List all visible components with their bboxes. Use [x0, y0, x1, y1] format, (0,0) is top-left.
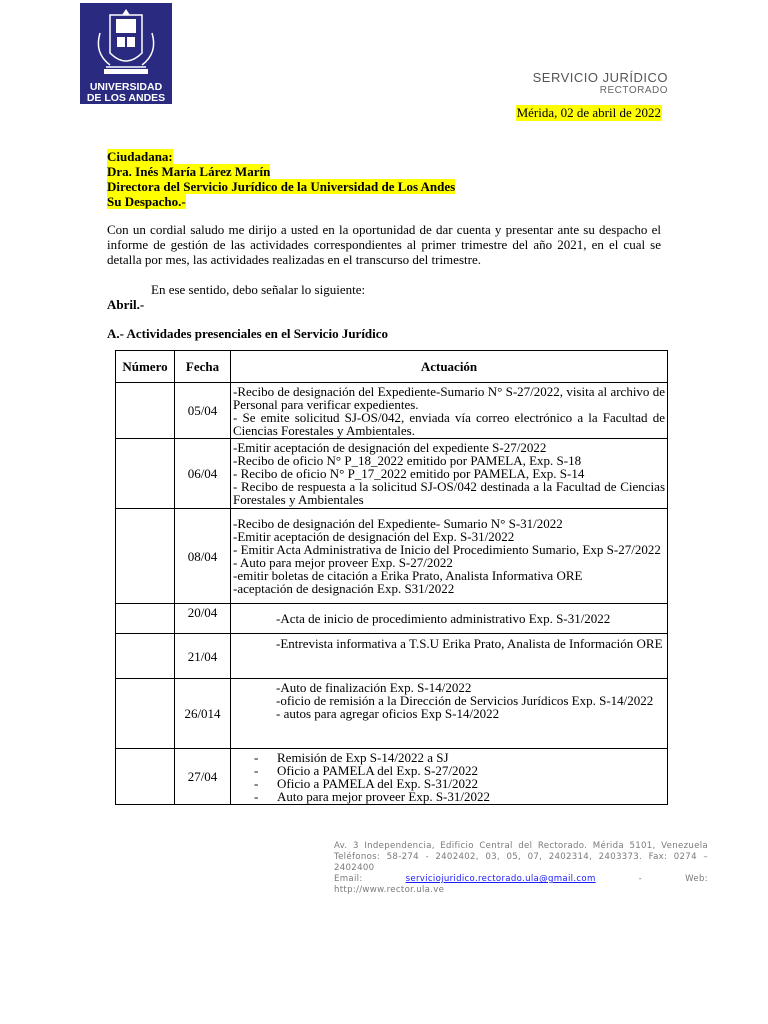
- date-cell: 26/014: [175, 679, 231, 749]
- number-cell: [116, 749, 175, 805]
- action-cell: [231, 634, 668, 679]
- logo-line-2: DE LOS ANDES: [86, 92, 166, 104]
- number-cell: [116, 679, 175, 749]
- date-cell: 20/04: [175, 604, 231, 634]
- table-row: [116, 679, 668, 749]
- table-row: [116, 509, 668, 604]
- addressee-position: Directora del Servicio Jurídico de la Universidad de Los Andes: [107, 179, 456, 194]
- table-row: [116, 604, 668, 634]
- action-line: -oficio de remisión a la Dirección de Servicios Jurídicos Exp. S-14/2022: [276, 693, 654, 708]
- action-cell: [231, 439, 668, 509]
- date-cell: 21/04: [175, 634, 231, 679]
- footer-web-label: Web:: [685, 874, 708, 884]
- action-line: -Recibo de oficio N° P_18_2022 emitido por PAMELA, Exp. S-18: [233, 453, 582, 468]
- action-cell: [231, 383, 668, 439]
- month-heading: Abril.-: [107, 297, 145, 312]
- action-cell: [231, 509, 668, 604]
- action-line: - Emitir Acta Administrativa de Inicio del Procedimiento Sumario, Exp S-27/2022: [233, 542, 661, 557]
- footer-web-url[interactable]: http://www.rector.ula.ve: [334, 885, 445, 895]
- action-line: -Recibo de designación del Expediente- Sumario N° S-31/2022: [233, 516, 563, 531]
- action-line: -aceptación de designación Exp. S31/2022: [233, 581, 455, 596]
- action-line: - Recibo de oficio N° P_17_2022 emitido por PAMELA, Exp. S-14: [233, 466, 585, 481]
- column-header-number: Número: [116, 351, 175, 383]
- action-line: - autos para agregar oficios Exp S-14/2022: [276, 706, 500, 721]
- list-item: - Oficio a PAMELA del Exp. S-27/2022: [254, 764, 662, 777]
- intro-paragraph: Con un cordial saludo me dirijo a usted en la oportunidad de dar cuenta y presentar ante su despacho el informe de gestión de las actividades correspondientes al primer trimestre del año 2021, en el cual se detalla por mes, las actividades realizadas en el transcurso del trimestre.: [107, 222, 661, 267]
- number-cell: [116, 383, 175, 439]
- action-line: -Recibo de designación del Expediente-Sumario N° S-27/2022, visita al archivo de Personal para verificar expedientes.: [233, 383, 665, 412]
- footer-contact-row: [334, 874, 708, 885]
- university-logo: [80, 3, 172, 104]
- action-line: -Emitir aceptación de designación del expediente S-27/2022: [233, 440, 547, 455]
- addressee-despacho: Su Despacho.-: [107, 194, 186, 209]
- action-line: - Se emite solicitud SJ-OS/042, enviada vía correo electrónico a la Facultad de Ciencias Forestales y Ambientales.: [233, 409, 665, 438]
- action-line: -Emitir aceptación de designación del Exp. S-31/2022: [233, 529, 515, 544]
- footer-address: Av. 3 Independencia, Edificio Central del Rectorado. Mérida 5101, Venezuela Teléfonos: 58-274 - 2402402, 03, 05, 07, 2402314, 2403373. Fax: 0274 – 2402400: [334, 841, 708, 873]
- table-row: [116, 439, 668, 509]
- header-title: SERVICIO JURÍDICO: [532, 70, 668, 85]
- header-subtitle: RECTORADO: [599, 85, 668, 96]
- column-header-date: Fecha: [175, 351, 231, 383]
- addressee-block: [107, 149, 455, 209]
- action-cell: [231, 604, 668, 634]
- addressee-salutation: Ciudadana:: [107, 149, 173, 164]
- list-item: - Oficio a PAMELA del Exp. S-31/2022: [254, 777, 662, 790]
- number-cell: [116, 634, 175, 679]
- table-row: [116, 749, 668, 805]
- number-cell: [116, 509, 175, 604]
- activities-table: [115, 350, 668, 805]
- sentido-paragraph: En ese sentido, debo señalar lo siguiente:: [151, 282, 366, 297]
- footer-contact: [334, 841, 708, 895]
- date-cell: 27/04: [175, 749, 231, 805]
- action-cell: [231, 679, 668, 749]
- action-line: -Entrevista informativa a T.S.U Erika Prato, Analista de Información ORE: [276, 636, 663, 651]
- action-bullet-list: [232, 751, 666, 803]
- action-line: - Auto para mejor proveer Exp. S-27/2022: [233, 555, 453, 570]
- column-header-action: Actuación: [231, 351, 668, 383]
- action-line: -emitir boletas de citación a Erika Prato, Analista Informativa ORE: [233, 568, 583, 583]
- table-row: [116, 383, 668, 439]
- date-cell: 06/04: [175, 439, 231, 509]
- addressee-name: Dra. Inés María Lárez Marín: [107, 164, 271, 179]
- action-line: -Acta de inicio de procedimiento administrativo Exp. S-31/2022: [276, 611, 611, 626]
- number-cell: [116, 439, 175, 509]
- letter-date: Mérida, 02 de abril de 2022: [516, 105, 661, 120]
- action-line: - Recibo de respuesta a la solicitud SJ-OS/042 destinada a la Facultad de Ciencias Forestales y Ambientales: [233, 479, 665, 507]
- footer-separator: -: [638, 874, 643, 884]
- section-a-heading: A.- Actividades presenciales en el Servicio Jurídico: [107, 326, 389, 341]
- action-line: -Auto de finalización Exp. S-14/2022: [276, 680, 472, 695]
- logo-line-1: UNIVERSIDAD: [89, 81, 163, 93]
- table-header-row: [116, 351, 668, 383]
- footer-email-link[interactable]: serviciojuridico.rectorado.ula@gmail.com: [405, 874, 596, 884]
- table-row: [116, 634, 668, 679]
- date-cell: 05/04: [175, 383, 231, 439]
- list-item: - Auto para mejor proveer Exp. S-31/2022: [254, 790, 662, 803]
- action-cell: [231, 749, 668, 805]
- university-seal-icon: [80, 3, 172, 83]
- number-cell: [116, 604, 175, 634]
- date-cell: 08/04: [175, 509, 231, 604]
- footer-email-label: Email:: [334, 874, 363, 884]
- list-item: - Remisión de Exp S-14/2022 a SJ: [254, 751, 662, 764]
